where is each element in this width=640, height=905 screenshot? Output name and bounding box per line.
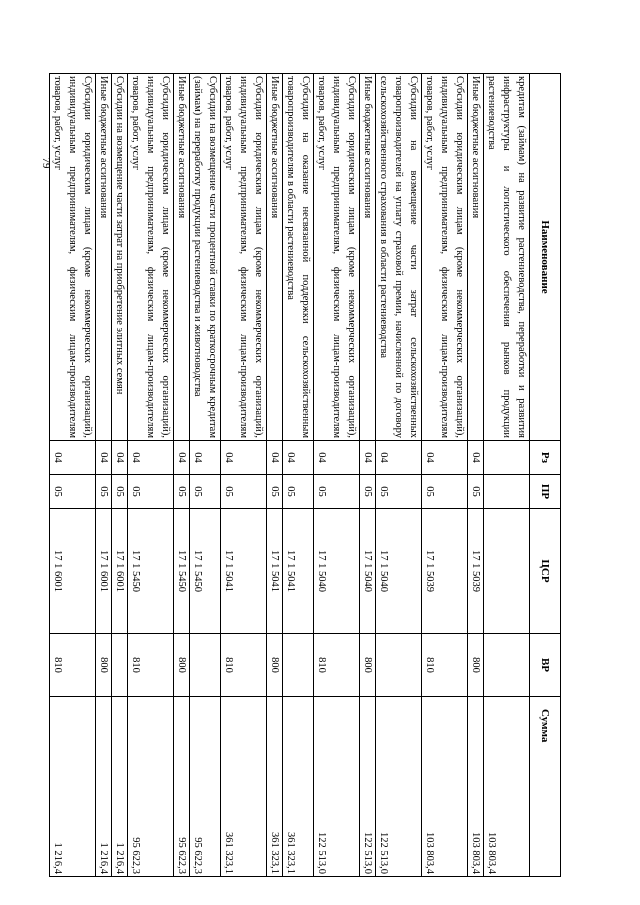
cell-vr: 810: [422, 634, 468, 697]
cell-pr: 05: [314, 475, 360, 509]
cell-rz: 04: [468, 441, 484, 475]
cell-summa: 361 323,1: [283, 697, 314, 877]
cell-summa: 103 803,4: [484, 697, 530, 877]
cell-pr: 05: [422, 475, 468, 509]
table-body: [50, 74, 530, 877]
cell-csr: 17 1 6001: [112, 509, 128, 634]
cell-name: Субсидии юридическим лицам (кроме некоммерческих организаций), индивидуальным предпринимателям, физическим лицам-производителям товаров, работ, услуг: [221, 74, 267, 441]
rotated-page-content: [52, 73, 561, 876]
table-row: [50, 74, 96, 877]
cell-summa: 122 513,0: [376, 697, 422, 877]
table-row: [96, 74, 112, 877]
cell-rz: 04: [190, 441, 221, 475]
header-pr: ПР: [530, 475, 561, 509]
cell-csr: 17 1 5041: [267, 509, 283, 634]
table-row: [360, 74, 376, 877]
table-header-row: [530, 74, 561, 877]
cell-rz: 04: [314, 441, 360, 475]
cell-name: Иные бюджетные ассигнования: [360, 74, 376, 441]
cell-rz: 04: [128, 441, 174, 475]
cell-csr: 17 1 5450: [190, 509, 221, 634]
table-row: [128, 74, 174, 877]
cell-rz: 04: [50, 441, 96, 475]
cell-summa: 361 323,1: [221, 697, 267, 877]
cell-vr: 800: [174, 634, 190, 697]
cell-name: Субсидии на возмещение части процентной ставки по краткосрочным кредитам (займам) на переработку продукции растениеводства и животноводства: [190, 74, 221, 441]
cell-vr: [190, 634, 221, 697]
cell-name: Субсидии на возмещение части затрат сельскохозяйственных товаропроизводителей на уплату страховой премии, начисленной по договору сельскохозяйственного страхования в области растениеводства: [376, 74, 422, 441]
cell-pr: 05: [50, 475, 96, 509]
cell-summa: 122 513,0: [314, 697, 360, 877]
cell-csr: 17 1 5040: [360, 509, 376, 634]
cell-csr: [484, 509, 530, 634]
cell-rz: 04: [422, 441, 468, 475]
cell-vr: 810: [221, 634, 267, 697]
cell-name: Субсидии юридическим лицам (кроме некоммерческих организаций), индивидуальным предпринимателям, физическим лицам-производителям товаров, работ, услуг: [128, 74, 174, 441]
table-row: [422, 74, 468, 877]
cell-pr: 05: [283, 475, 314, 509]
header-vr: ВР: [530, 634, 561, 697]
cell-csr: 17 1 5041: [283, 509, 314, 634]
cell-csr: 17 1 5040: [376, 509, 422, 634]
cell-vr: [484, 634, 530, 697]
cell-pr: 05: [360, 475, 376, 509]
cell-csr: 17 1 6001: [50, 509, 96, 634]
cell-summa: 122 513,0: [360, 697, 376, 877]
header-rz: Рз: [530, 441, 561, 475]
cell-rz: 04: [360, 441, 376, 475]
cell-rz: 04: [112, 441, 128, 475]
cell-name: Субсидии юридическим лицам (кроме некоммерческих организаций), индивидуальным предпринимателям, физическим лицам-производителям товаров, работ, услуг: [50, 74, 96, 441]
cell-csr: 17 1 5450: [128, 509, 174, 634]
cell-vr: 810: [128, 634, 174, 697]
cell-pr: 05: [468, 475, 484, 509]
cell-summa: 103 803,4: [468, 697, 484, 877]
table-row: [174, 74, 190, 877]
cell-pr: 05: [112, 475, 128, 509]
cell-vr: 810: [50, 634, 96, 697]
cell-csr: 17 1 5039: [422, 509, 468, 634]
cell-name: Иные бюджетные ассигнования: [174, 74, 190, 441]
cell-vr: 800: [267, 634, 283, 697]
cell-summa: 95 622,3: [174, 697, 190, 877]
cell-name: Субсидии юридическим лицам (кроме некоммерческих организаций), индивидуальным предпринимателям, физическим лицам-производителям товаров, работ, услуг: [422, 74, 468, 441]
table-row: [376, 74, 422, 877]
cell-summa: 1 216,4: [50, 697, 96, 877]
cell-rz: 04: [376, 441, 422, 475]
cell-summa: 1 216,4: [112, 697, 128, 877]
cell-pr: 05: [174, 475, 190, 509]
cell-name: Субсидии на возмещение части затрат на приобретение элитных семян: [112, 74, 128, 441]
cell-rz: 04: [221, 441, 267, 475]
table-row: [267, 74, 283, 877]
cell-name: Субсидии на оказание несвязанной поддержки сельскохозяйственным товаропроизводителям в области растениеводства: [283, 74, 314, 441]
table-row: [112, 74, 128, 877]
cell-csr: 17 1 6001: [96, 509, 112, 634]
header-csr: ЦСР: [530, 509, 561, 634]
cell-summa: 95 622,3: [128, 697, 174, 877]
table-row: [468, 74, 484, 877]
cell-vr: [112, 634, 128, 697]
cell-pr: 05: [128, 475, 174, 509]
cell-rz: 04: [267, 441, 283, 475]
cell-pr: [484, 475, 530, 509]
table-row: [484, 74, 530, 877]
table-row: [283, 74, 314, 877]
cell-name: Иные бюджетные ассигнования: [96, 74, 112, 441]
cell-csr: 17 1 5450: [174, 509, 190, 634]
cell-vr: 800: [96, 634, 112, 697]
cell-pr: 05: [376, 475, 422, 509]
budget-table: [49, 73, 561, 877]
cell-vr: [283, 634, 314, 697]
cell-pr: 05: [221, 475, 267, 509]
cell-name: Иные бюджетные ассигнования: [468, 74, 484, 441]
cell-rz: [484, 441, 530, 475]
cell-vr: 800: [360, 634, 376, 697]
cell-vr: 810: [314, 634, 360, 697]
cell-name: Иные бюджетные ассигнования: [267, 74, 283, 441]
cell-pr: 05: [267, 475, 283, 509]
page-number: 79: [40, 157, 52, 169]
header-summa: Сумма: [530, 697, 561, 877]
cell-pr: 05: [190, 475, 221, 509]
cell-name: кредитам (займам) на развитие растениеводства, переработки и развития инфраструктуры и логистического обеспечения рынков продукции растениеводства: [484, 74, 530, 441]
cell-rz: 04: [283, 441, 314, 475]
cell-summa: 1 216,4: [96, 697, 112, 877]
table-row: [221, 74, 267, 877]
cell-summa: 95 622,3: [190, 697, 221, 877]
cell-csr: 17 1 5041: [221, 509, 267, 634]
cell-csr: 17 1 5040: [314, 509, 360, 634]
cell-csr: 17 1 5039: [468, 509, 484, 634]
cell-name: Субсидии юридическим лицам (кроме некоммерческих организаций), индивидуальным предпринимателям, физическим лицам-производителям товаров, работ, услуг: [314, 74, 360, 441]
cell-rz: 04: [174, 441, 190, 475]
table-row: [314, 74, 360, 877]
cell-rz: 04: [96, 441, 112, 475]
cell-summa: 361 323,1: [267, 697, 283, 877]
cell-summa: 103 803,4: [422, 697, 468, 877]
header-name: Наименование: [530, 74, 561, 441]
cell-vr: [376, 634, 422, 697]
table-row: [190, 74, 221, 877]
cell-pr: 05: [96, 475, 112, 509]
cell-vr: 800: [468, 634, 484, 697]
